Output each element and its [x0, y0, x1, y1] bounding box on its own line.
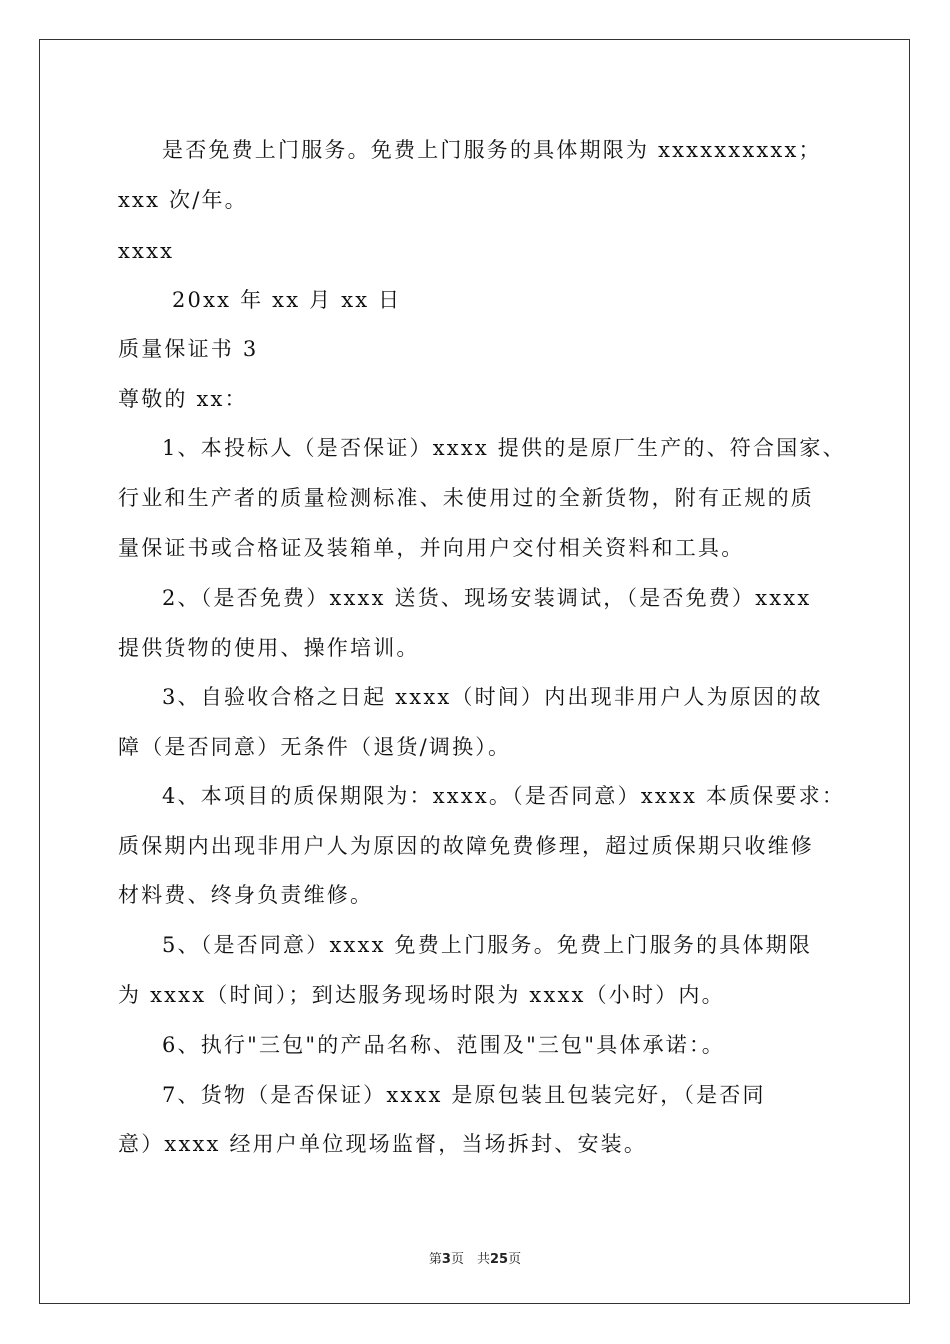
text-line: 意）xxxx 经用户单位现场监督，当场拆封、安装。 [118, 1132, 648, 1156]
footer-mid: 页 共 [450, 1252, 490, 1267]
text-line: 量保证书或合格证及装箱单，并向用户交付相关资料和工具。 [118, 536, 745, 560]
date-line: 20xx 年 xx 月 xx 日 [172, 288, 402, 312]
text-line: 6、执行"三包"的产品名称、范围及"三包"具体承诺：。 [162, 1033, 725, 1057]
page-footer [0, 1248, 950, 1267]
text-line: 3、自验收合格之日起 xxxx（时间）内出现非用户人为原因的故 [162, 685, 823, 709]
footer-current-page: 3 [441, 1252, 451, 1267]
text-line: 是否免费上门服务。免费上门服务的具体期限为 xxxxxxxxxx； [162, 138, 822, 162]
text-line: 5、（是否同意）xxxx 免费上门服务。免费上门服务的具体期限 [162, 933, 813, 957]
text-line: 质保期内出现非用户人为原因的故障免费修理，超过质保期只收维修 [118, 834, 814, 858]
text-line: 1、本投标人（是否保证）xxxx 提供的是原厂生产的、符合国家、 [162, 436, 846, 460]
page-border [39, 39, 910, 1304]
text-line: xxx 次/年。 [118, 188, 248, 212]
text-line: 7、货物（是否保证）xxxx 是原包装且包装完好，（是否同 [162, 1083, 766, 1107]
text-line: 障（是否同意）无条件（退货/调换）。 [118, 735, 512, 759]
text-line: 行业和生产者的质量检测标准、未使用过的全新货物，附有正规的质 [118, 486, 814, 510]
text-line: 为 xxxx（时间）；到达服务现场时限为 xxxx（小时）内。 [118, 983, 725, 1007]
text-line: 2、（是否免费）xxxx 送货、现场安装调试，（是否免费）xxxx [162, 586, 812, 610]
text-line: 材料费、终身负责维修。 [118, 883, 374, 907]
text-line: 提供货物的使用、操作培训。 [118, 636, 420, 660]
text-line: xxxx [118, 239, 175, 263]
footer-suffix: 页 [508, 1252, 522, 1267]
section-title: 质量保证书 3 [118, 337, 259, 361]
footer-total-pages: 25 [489, 1252, 509, 1267]
text-line: 4、本项目的质保期限为：xxxx。（是否同意）xxxx 本质保要求： [162, 784, 846, 808]
footer-prefix: 第 [428, 1252, 442, 1267]
salutation: 尊敬的 xx： [118, 387, 248, 411]
